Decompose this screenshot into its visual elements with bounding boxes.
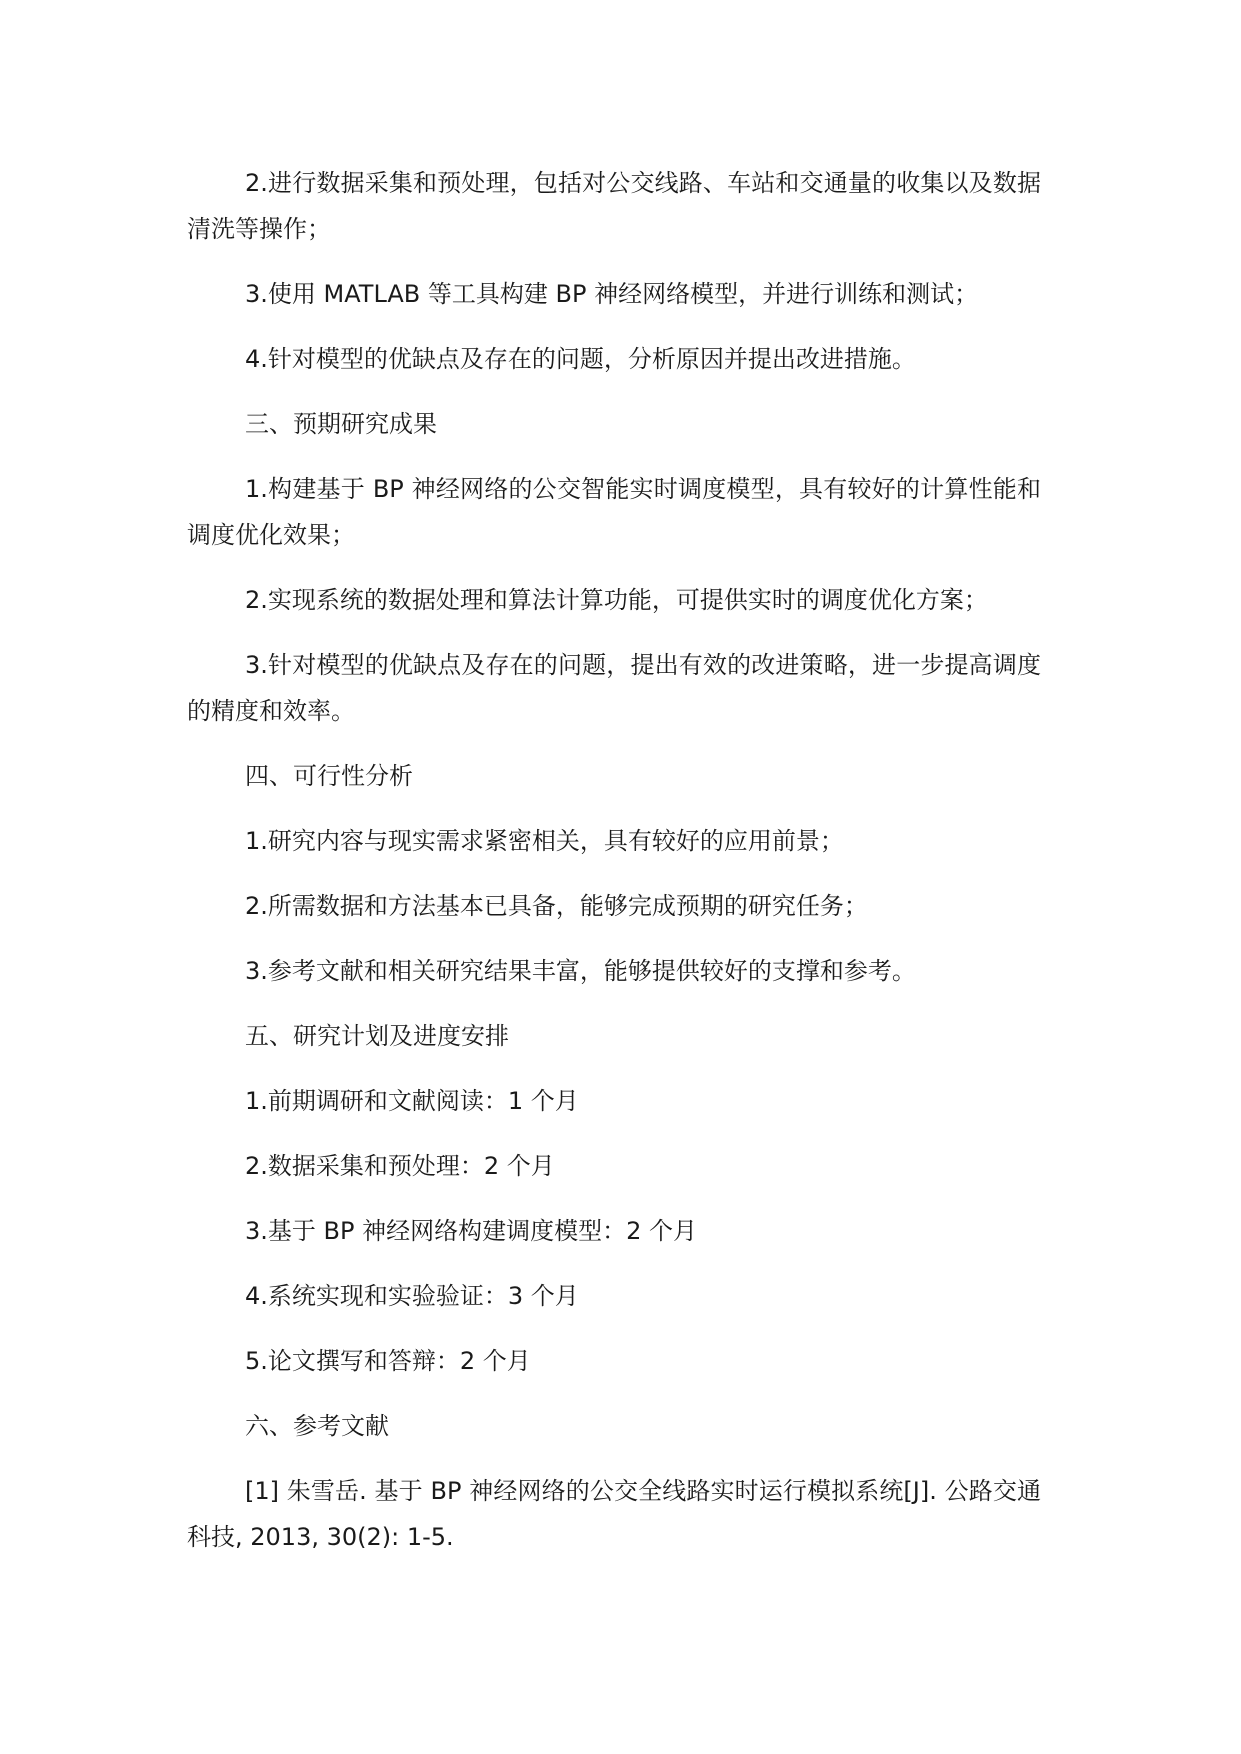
paragraph-feasibility-1: 1.研究内容与现实需求紧密相关，具有较好的应用前景； <box>245 827 844 855</box>
schedule-item-1: 1.前期调研和文献阅读：1 个月 <box>245 1087 579 1115</box>
section-heading-references: 六、参考文献 <box>245 1412 389 1440</box>
schedule-item-5: 5.论文撰写和答辩：2 个月 <box>245 1347 531 1375</box>
paragraph-matlab-model: 3.使用 MATLAB 等工具构建 BP 神经网络模型，并进行训练和测试； <box>245 280 979 308</box>
paragraph-result-3: 3.针对模型的优缺点及存在的问题，提出有效的改进策略，进一步提高调度的精度和效率。 <box>187 651 1041 725</box>
paragraph-result-2: 2.实现系统的数据处理和算法计算功能，可提供实时的调度优化方案； <box>245 586 988 614</box>
paragraph-data-collection: 2.进行数据采集和预处理，包括对公交线路、车站和交通量的收集以及数据清洗等操作； <box>187 169 1041 243</box>
schedule-item-4: 4.系统实现和实验验证：3 个月 <box>245 1282 579 1310</box>
paragraph-feasibility-3: 3.参考文献和相关研究结果丰富，能够提供较好的支撑和参考。 <box>245 957 916 985</box>
paragraph-result-1: 1.构建基于 BP 神经网络的公交智能实时调度模型，具有较好的计算性能和调度优化效果； <box>187 475 1041 549</box>
paragraph-improvement: 4.针对模型的优缺点及存在的问题，分析原因并提出改进措施。 <box>245 345 916 373</box>
section-heading-schedule: 五、研究计划及进度安排 <box>245 1022 509 1050</box>
section-heading-feasibility: 四、可行性分析 <box>245 762 413 790</box>
paragraph-feasibility-2: 2.所需数据和方法基本已具备，能够完成预期的研究任务； <box>245 892 868 920</box>
section-heading-expected-results: 三、预期研究成果 <box>245 410 437 438</box>
schedule-item-2: 2.数据采集和预处理：2 个月 <box>245 1152 555 1180</box>
reference-item-1: [1] 朱雪岳. 基于 BP 神经网络的公交全线路实时运行模拟系统[J]. 公路交通科技, 2013, 30(2): 1-5. <box>187 1477 1041 1551</box>
schedule-item-3: 3.基于 BP 神经网络构建调度模型：2 个月 <box>245 1217 697 1245</box>
